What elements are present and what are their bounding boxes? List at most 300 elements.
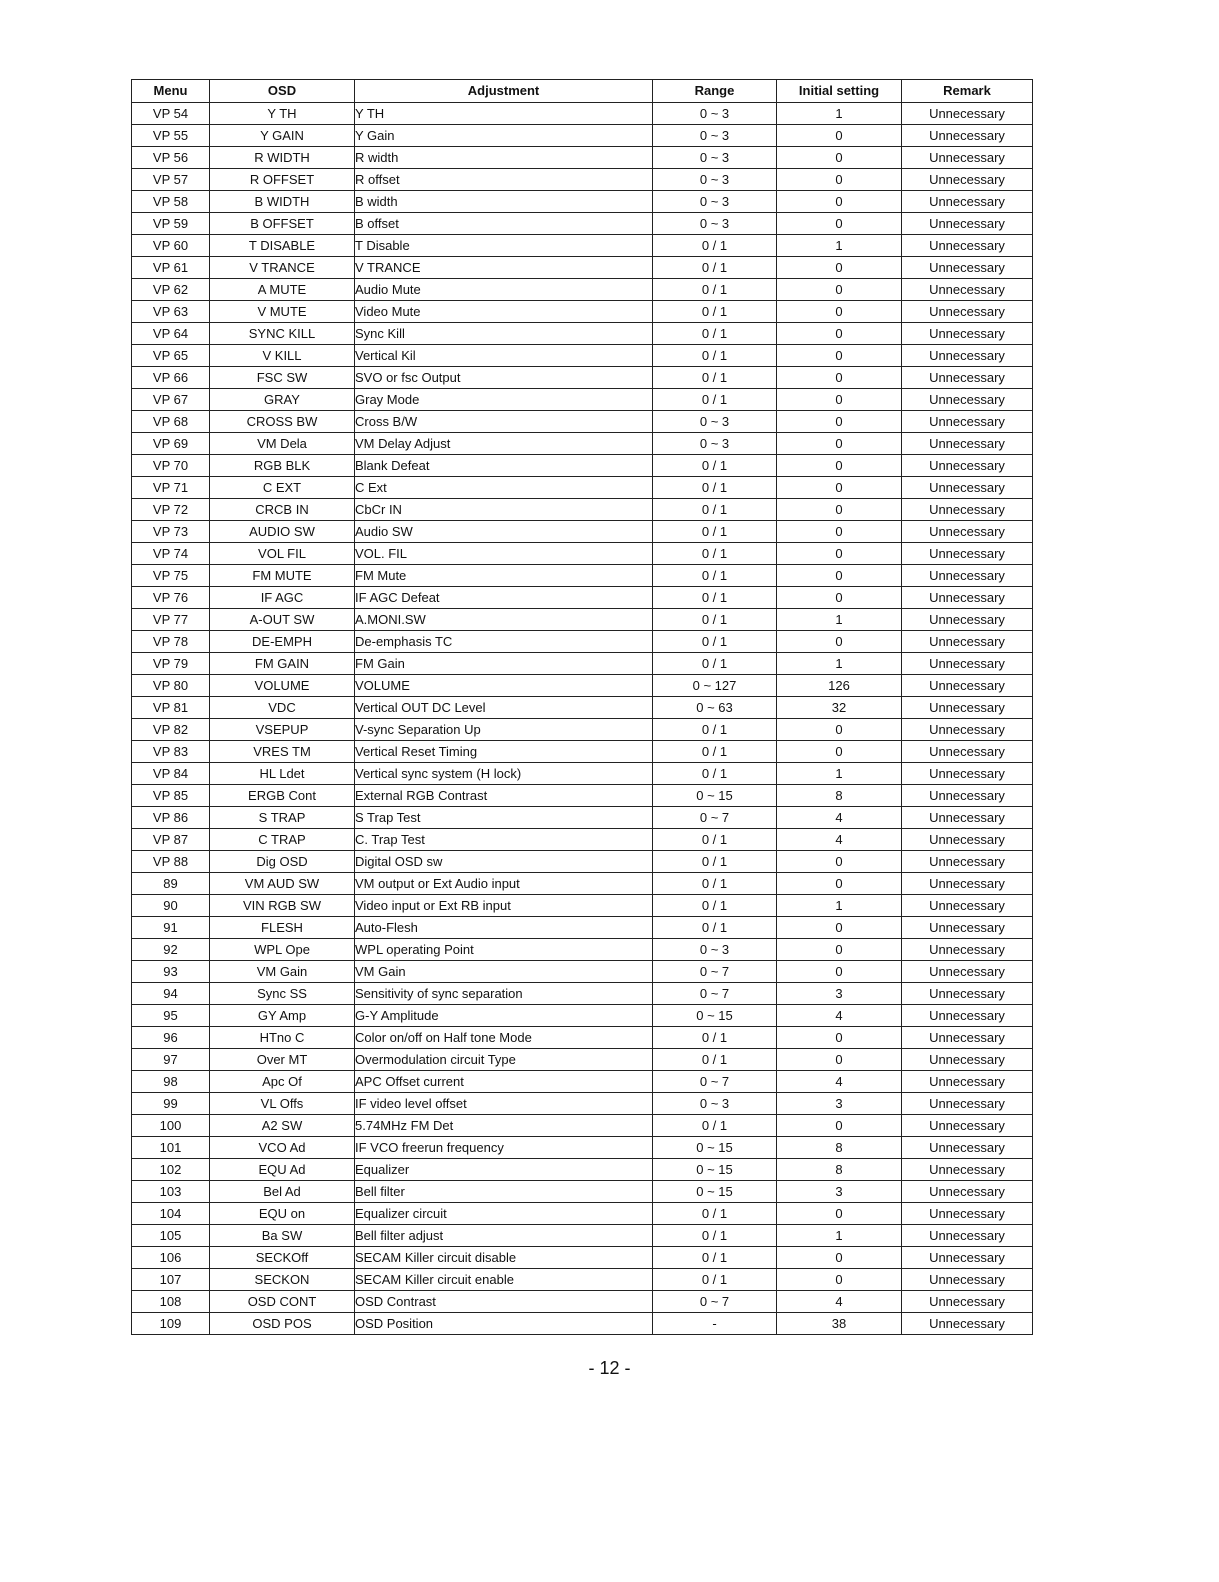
menu-cell: 107	[132, 1269, 210, 1291]
initial-setting-cell: 126	[777, 675, 902, 697]
range-cell: 0 ~ 7	[653, 807, 777, 829]
range-cell: 0 ~ 3	[653, 939, 777, 961]
table-row	[132, 653, 1033, 675]
table-row	[132, 829, 1033, 851]
osd-cell: B WIDTH	[210, 191, 355, 213]
menu-cell: VP 66	[132, 367, 210, 389]
osd-cell: B OFFSET	[210, 213, 355, 235]
table-row	[132, 1291, 1033, 1313]
adjustment-cell: Y Gain	[355, 125, 653, 147]
initial-setting-cell: 1	[777, 103, 902, 125]
initial-setting-cell: 0	[777, 873, 902, 895]
osd-cell: T DISABLE	[210, 235, 355, 257]
remark-cell: Unnecessary	[902, 389, 1033, 411]
range-cell: 0 / 1	[653, 235, 777, 257]
range-cell: 0 ~ 15	[653, 1181, 777, 1203]
adjustment-cell: R offset	[355, 169, 653, 191]
header-remark: Remark	[902, 80, 1033, 103]
remark-cell: Unnecessary	[902, 169, 1033, 191]
table-row	[132, 1137, 1033, 1159]
initial-setting-cell: 1	[777, 235, 902, 257]
menu-cell: VP 63	[132, 301, 210, 323]
menu-cell: VP 58	[132, 191, 210, 213]
osd-cell: FM GAIN	[210, 653, 355, 675]
table-row	[132, 323, 1033, 345]
initial-setting-cell: 0	[777, 521, 902, 543]
adjustment-cell: VM Delay Adjust	[355, 433, 653, 455]
remark-cell: Unnecessary	[902, 741, 1033, 763]
remark-cell: Unnecessary	[902, 499, 1033, 521]
adjustment-cell: Audio SW	[355, 521, 653, 543]
range-cell: 0 ~ 15	[653, 785, 777, 807]
osd-cell: EQU Ad	[210, 1159, 355, 1181]
menu-cell: 98	[132, 1071, 210, 1093]
table-row	[132, 1181, 1033, 1203]
table-row	[132, 763, 1033, 785]
menu-cell: 95	[132, 1005, 210, 1027]
range-cell: 0 ~ 63	[653, 697, 777, 719]
adjustment-cell: B width	[355, 191, 653, 213]
initial-setting-cell: 1	[777, 763, 902, 785]
initial-setting-cell: 1	[777, 1225, 902, 1247]
remark-cell: Unnecessary	[902, 1203, 1033, 1225]
remark-cell: Unnecessary	[902, 1247, 1033, 1269]
table-row	[132, 609, 1033, 631]
adjustment-cell: Digital OSD sw	[355, 851, 653, 873]
remark-cell: Unnecessary	[902, 1093, 1033, 1115]
initial-setting-cell: 3	[777, 1093, 902, 1115]
table-row	[132, 521, 1033, 543]
adjustment-cell: G-Y Amplitude	[355, 1005, 653, 1027]
adjustment-cell: Vertical OUT DC Level	[355, 697, 653, 719]
osd-cell: VSEPUP	[210, 719, 355, 741]
table-row	[132, 1247, 1033, 1269]
adjustment-cell: IF AGC Defeat	[355, 587, 653, 609]
remark-cell: Unnecessary	[902, 1181, 1033, 1203]
osd-cell: FM MUTE	[210, 565, 355, 587]
menu-cell: VP 84	[132, 763, 210, 785]
adjustment-cell: De-emphasis TC	[355, 631, 653, 653]
menu-cell: VP 79	[132, 653, 210, 675]
osd-cell: VOL FIL	[210, 543, 355, 565]
range-cell: 0 / 1	[653, 609, 777, 631]
range-cell: 0 / 1	[653, 345, 777, 367]
table-row	[132, 873, 1033, 895]
osd-cell: C EXT	[210, 477, 355, 499]
table-row	[132, 939, 1033, 961]
initial-setting-cell: 3	[777, 983, 902, 1005]
remark-cell: Unnecessary	[902, 345, 1033, 367]
range-cell: 0 / 1	[653, 543, 777, 565]
table-row	[132, 191, 1033, 213]
table-row	[132, 477, 1033, 499]
table-row	[132, 389, 1033, 411]
osd-cell: Y TH	[210, 103, 355, 125]
range-cell: 0 ~ 3	[653, 433, 777, 455]
adjustment-cell: Equalizer circuit	[355, 1203, 653, 1225]
remark-cell: Unnecessary	[902, 235, 1033, 257]
range-cell: 0 / 1	[653, 323, 777, 345]
menu-cell: VP 67	[132, 389, 210, 411]
initial-setting-cell: 0	[777, 851, 902, 873]
range-cell: 0 / 1	[653, 521, 777, 543]
table-row	[132, 1049, 1033, 1071]
initial-setting-cell: 0	[777, 1049, 902, 1071]
adjustment-cell: T Disable	[355, 235, 653, 257]
remark-cell: Unnecessary	[902, 1115, 1033, 1137]
header-adjustment: Adjustment	[355, 80, 653, 103]
adjustment-cell: Y TH	[355, 103, 653, 125]
menu-cell: 108	[132, 1291, 210, 1313]
osd-cell: DE-EMPH	[210, 631, 355, 653]
osd-cell: R OFFSET	[210, 169, 355, 191]
range-cell: 0 ~ 3	[653, 103, 777, 125]
remark-cell: Unnecessary	[902, 521, 1033, 543]
table-row	[132, 1313, 1033, 1335]
menu-cell: VP 68	[132, 411, 210, 433]
adjustment-cell: Bell filter adjust	[355, 1225, 653, 1247]
range-cell: 0 / 1	[653, 389, 777, 411]
osd-cell: SECKOff	[210, 1247, 355, 1269]
remark-cell: Unnecessary	[902, 1291, 1033, 1313]
remark-cell: Unnecessary	[902, 1049, 1033, 1071]
table-row	[132, 147, 1033, 169]
menu-cell: VP 64	[132, 323, 210, 345]
table-row	[132, 1005, 1033, 1027]
range-cell: 0 ~ 7	[653, 1071, 777, 1093]
adjustment-cell: VOLUME	[355, 675, 653, 697]
initial-setting-cell: 0	[777, 169, 902, 191]
menu-cell: VP 57	[132, 169, 210, 191]
adjustment-cell: SECAM Killer circuit disable	[355, 1247, 653, 1269]
initial-setting-cell: 0	[777, 323, 902, 345]
osd-cell: CRCB IN	[210, 499, 355, 521]
range-cell: 0 / 1	[653, 851, 777, 873]
range-cell: 0 ~ 7	[653, 961, 777, 983]
osd-cell: OSD CONT	[210, 1291, 355, 1313]
remark-cell: Unnecessary	[902, 433, 1033, 455]
table-row	[132, 631, 1033, 653]
osd-cell: R WIDTH	[210, 147, 355, 169]
remark-cell: Unnecessary	[902, 125, 1033, 147]
remark-cell: Unnecessary	[902, 455, 1033, 477]
osd-cell: SYNC KILL	[210, 323, 355, 345]
table-row	[132, 1027, 1033, 1049]
initial-setting-cell: 0	[777, 719, 902, 741]
table-row	[132, 1093, 1033, 1115]
range-cell: 0 / 1	[653, 653, 777, 675]
range-cell: 0 ~ 3	[653, 1093, 777, 1115]
osd-cell: VOLUME	[210, 675, 355, 697]
initial-setting-cell: 0	[777, 411, 902, 433]
osd-cell: AUDIO SW	[210, 521, 355, 543]
remark-cell: Unnecessary	[902, 609, 1033, 631]
menu-cell: VP 61	[132, 257, 210, 279]
adjustment-cell: FM Mute	[355, 565, 653, 587]
range-cell: 0 / 1	[653, 279, 777, 301]
osd-cell: C TRAP	[210, 829, 355, 851]
osd-cell: A2 SW	[210, 1115, 355, 1137]
osd-cell: V KILL	[210, 345, 355, 367]
initial-setting-cell: 0	[777, 631, 902, 653]
initial-setting-cell: 4	[777, 1005, 902, 1027]
remark-cell: Unnecessary	[902, 1005, 1033, 1027]
table-row	[132, 1159, 1033, 1181]
menu-cell: 101	[132, 1137, 210, 1159]
table-row	[132, 961, 1033, 983]
adjustment-cell: VM Gain	[355, 961, 653, 983]
initial-setting-cell: 0	[777, 1247, 902, 1269]
adjustment-cell: SVO or fsc Output	[355, 367, 653, 389]
remark-cell: Unnecessary	[902, 1027, 1033, 1049]
adjustment-table	[131, 79, 1033, 1335]
menu-cell: 105	[132, 1225, 210, 1247]
adjustment-cell: Overmodulation circuit Type	[355, 1049, 653, 1071]
remark-cell: Unnecessary	[902, 103, 1033, 125]
initial-setting-cell: 0	[777, 1115, 902, 1137]
range-cell: 0 / 1	[653, 587, 777, 609]
menu-cell: VP 81	[132, 697, 210, 719]
remark-cell: Unnecessary	[902, 719, 1033, 741]
initial-setting-cell: 0	[777, 257, 902, 279]
initial-setting-cell: 4	[777, 1071, 902, 1093]
initial-setting-cell: 0	[777, 433, 902, 455]
remark-cell: Unnecessary	[902, 1071, 1033, 1093]
osd-cell: GRAY	[210, 389, 355, 411]
menu-cell: 102	[132, 1159, 210, 1181]
table-row	[132, 917, 1033, 939]
adjustment-cell: C Ext	[355, 477, 653, 499]
menu-cell: VP 86	[132, 807, 210, 829]
menu-cell: 106	[132, 1247, 210, 1269]
remark-cell: Unnecessary	[902, 917, 1033, 939]
remark-cell: Unnecessary	[902, 587, 1033, 609]
osd-cell: SECKON	[210, 1269, 355, 1291]
initial-setting-cell: 0	[777, 191, 902, 213]
osd-cell: HL Ldet	[210, 763, 355, 785]
menu-cell: VP 54	[132, 103, 210, 125]
table-row	[132, 719, 1033, 741]
table-row	[132, 983, 1033, 1005]
range-cell: 0 / 1	[653, 1225, 777, 1247]
adjustment-cell: Equalizer	[355, 1159, 653, 1181]
adjustment-cell: Video Mute	[355, 301, 653, 323]
initial-setting-cell: 0	[777, 1027, 902, 1049]
table-row	[132, 301, 1033, 323]
range-cell: 0 / 1	[653, 1203, 777, 1225]
initial-setting-cell: 0	[777, 345, 902, 367]
menu-cell: VP 69	[132, 433, 210, 455]
range-cell: 0 ~ 3	[653, 213, 777, 235]
remark-cell: Unnecessary	[902, 279, 1033, 301]
adjustment-cell: IF video level offset	[355, 1093, 653, 1115]
menu-cell: 100	[132, 1115, 210, 1137]
table-row	[132, 565, 1033, 587]
menu-cell: VP 62	[132, 279, 210, 301]
table-row	[132, 279, 1033, 301]
osd-cell: GY Amp	[210, 1005, 355, 1027]
range-cell: 0 / 1	[653, 631, 777, 653]
range-cell: -	[653, 1313, 777, 1335]
remark-cell: Unnecessary	[902, 873, 1033, 895]
menu-cell: 94	[132, 983, 210, 1005]
remark-cell: Unnecessary	[902, 477, 1033, 499]
initial-setting-cell: 0	[777, 499, 902, 521]
initial-setting-cell: 0	[777, 917, 902, 939]
table-row	[132, 169, 1033, 191]
range-cell: 0 ~ 3	[653, 147, 777, 169]
range-cell: 0 ~ 7	[653, 983, 777, 1005]
initial-setting-cell: 8	[777, 785, 902, 807]
menu-cell: VP 71	[132, 477, 210, 499]
remark-cell: Unnecessary	[902, 653, 1033, 675]
table-row	[132, 367, 1033, 389]
initial-setting-cell: 0	[777, 477, 902, 499]
menu-cell: 99	[132, 1093, 210, 1115]
range-cell: 0 / 1	[653, 257, 777, 279]
menu-cell: VP 76	[132, 587, 210, 609]
initial-setting-cell: 0	[777, 587, 902, 609]
table-row	[132, 433, 1033, 455]
table-row	[132, 125, 1033, 147]
initial-setting-cell: 4	[777, 829, 902, 851]
initial-setting-cell: 1	[777, 895, 902, 917]
range-cell: 0 / 1	[653, 301, 777, 323]
initial-setting-cell: 1	[777, 653, 902, 675]
osd-cell: WPL Ope	[210, 939, 355, 961]
range-cell: 0 / 1	[653, 1269, 777, 1291]
initial-setting-cell: 0	[777, 213, 902, 235]
table-row	[132, 697, 1033, 719]
table-row	[132, 1269, 1033, 1291]
menu-cell: VP 59	[132, 213, 210, 235]
osd-cell: IF AGC	[210, 587, 355, 609]
menu-cell: 90	[132, 895, 210, 917]
menu-cell: VP 87	[132, 829, 210, 851]
range-cell: 0 ~ 3	[653, 191, 777, 213]
remark-cell: Unnecessary	[902, 1269, 1033, 1291]
range-cell: 0 ~ 127	[653, 675, 777, 697]
menu-cell: 96	[132, 1027, 210, 1049]
page-number: - 12 -	[588, 1358, 631, 1378]
osd-cell: EQU on	[210, 1203, 355, 1225]
osd-cell: VCO Ad	[210, 1137, 355, 1159]
table-row	[132, 741, 1033, 763]
adjustment-cell: Gray Mode	[355, 389, 653, 411]
initial-setting-cell: 0	[777, 125, 902, 147]
adjustment-cell: Vertical Kil	[355, 345, 653, 367]
adjustment-cell: A.MONI.SW	[355, 609, 653, 631]
range-cell: 0 / 1	[653, 1247, 777, 1269]
remark-cell: Unnecessary	[902, 851, 1033, 873]
adjustment-cell: 5.74MHz FM Det	[355, 1115, 653, 1137]
remark-cell: Unnecessary	[902, 631, 1033, 653]
remark-cell: Unnecessary	[902, 147, 1033, 169]
menu-cell: VP 88	[132, 851, 210, 873]
adjustment-cell: SECAM Killer circuit enable	[355, 1269, 653, 1291]
adjustment-cell: OSD Position	[355, 1313, 653, 1335]
menu-cell: 89	[132, 873, 210, 895]
osd-cell: OSD POS	[210, 1313, 355, 1335]
initial-setting-cell: 0	[777, 301, 902, 323]
adjustment-cell: Color on/off on Half tone Mode	[355, 1027, 653, 1049]
menu-cell: VP 82	[132, 719, 210, 741]
range-cell: 0 / 1	[653, 917, 777, 939]
menu-cell: 91	[132, 917, 210, 939]
adjustment-cell: C. Trap Test	[355, 829, 653, 851]
remark-cell: Unnecessary	[902, 411, 1033, 433]
osd-cell: CROSS BW	[210, 411, 355, 433]
adjustment-cell: Sync Kill	[355, 323, 653, 345]
range-cell: 0 / 1	[653, 741, 777, 763]
remark-cell: Unnecessary	[902, 1225, 1033, 1247]
osd-cell: VM Gain	[210, 961, 355, 983]
range-cell: 0 / 1	[653, 367, 777, 389]
table-row	[132, 587, 1033, 609]
initial-setting-cell: 0	[777, 389, 902, 411]
initial-setting-cell: 0	[777, 939, 902, 961]
remark-cell: Unnecessary	[902, 763, 1033, 785]
adjustment-cell: B offset	[355, 213, 653, 235]
menu-cell: VP 72	[132, 499, 210, 521]
osd-cell: V TRANCE	[210, 257, 355, 279]
table-row	[132, 1071, 1033, 1093]
range-cell: 0 / 1	[653, 895, 777, 917]
initial-setting-cell: 0	[777, 1269, 902, 1291]
adjustment-cell: Vertical sync system (H lock)	[355, 763, 653, 785]
initial-setting-cell: 0	[777, 367, 902, 389]
adjustment-cell: VM output or Ext Audio input	[355, 873, 653, 895]
adjustment-cell: Video input or Ext RB input	[355, 895, 653, 917]
initial-setting-cell: 4	[777, 807, 902, 829]
osd-cell: Ba SW	[210, 1225, 355, 1247]
table-header-row	[132, 80, 1033, 103]
initial-setting-cell: 0	[777, 543, 902, 565]
menu-cell: 104	[132, 1203, 210, 1225]
adjustment-cell: R width	[355, 147, 653, 169]
remark-cell: Unnecessary	[902, 1159, 1033, 1181]
osd-cell: Bel Ad	[210, 1181, 355, 1203]
table-row	[132, 807, 1033, 829]
osd-cell: V MUTE	[210, 301, 355, 323]
osd-cell: RGB BLK	[210, 455, 355, 477]
initial-setting-cell: 4	[777, 1291, 902, 1313]
adjustment-cell: Vertical Reset Timing	[355, 741, 653, 763]
range-cell: 0 ~ 3	[653, 411, 777, 433]
menu-cell: VP 77	[132, 609, 210, 631]
initial-setting-cell: 0	[777, 741, 902, 763]
menu-cell: 93	[132, 961, 210, 983]
osd-cell: FSC SW	[210, 367, 355, 389]
adjustment-cell: Cross B/W	[355, 411, 653, 433]
osd-cell: Y GAIN	[210, 125, 355, 147]
initial-setting-cell: 8	[777, 1137, 902, 1159]
range-cell: 0 / 1	[653, 1115, 777, 1137]
adjustment-cell: V TRANCE	[355, 257, 653, 279]
initial-setting-cell: 32	[777, 697, 902, 719]
menu-cell: VP 60	[132, 235, 210, 257]
initial-setting-cell: 0	[777, 565, 902, 587]
remark-cell: Unnecessary	[902, 939, 1033, 961]
table-row	[132, 103, 1033, 125]
table-row	[132, 675, 1033, 697]
menu-cell: VP 78	[132, 631, 210, 653]
menu-cell: VP 56	[132, 147, 210, 169]
remark-cell: Unnecessary	[902, 367, 1033, 389]
remark-cell: Unnecessary	[902, 213, 1033, 235]
range-cell: 0 / 1	[653, 719, 777, 741]
menu-cell: 103	[132, 1181, 210, 1203]
